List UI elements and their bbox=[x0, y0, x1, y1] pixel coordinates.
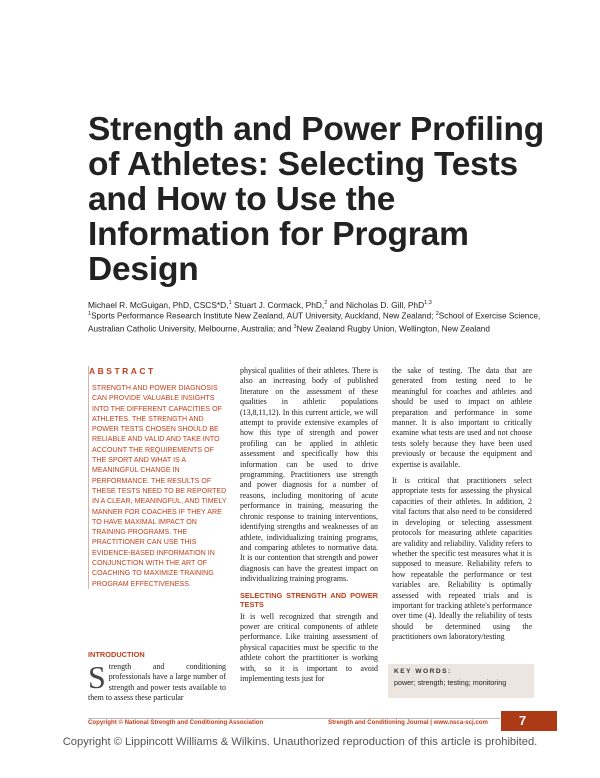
footer-copyright: Copyright © National Strength and Conditioning Association bbox=[88, 719, 264, 726]
author-1: Michael R. McGuigan, PhD, CSCS*D, bbox=[88, 299, 229, 310]
affil-2: School of Exercise Science, Australian Catholic University, Melbourne, Australia; and bbox=[88, 311, 541, 335]
column-3 bbox=[392, 366, 532, 649]
keywords-box bbox=[388, 664, 534, 698]
article-title: Strength and Power Profiling of Athletes: Selecting Tests and How to Use the Information for Program Design bbox=[88, 111, 544, 288]
footer-journal: Strength and Conditioning Journal | www.nsca-scj.com bbox=[328, 719, 488, 726]
page-number: 7 bbox=[501, 711, 557, 731]
author-2-sup: 2 bbox=[324, 300, 328, 306]
affil-2-sup: 2 bbox=[435, 311, 439, 317]
col2-paragraph-1: physical qualities of their athletes. There is also an increasing body of published literature on the assessment of these qualities in athletic populations (13,8,11,12). In this current article, we will attempt to provide extensive examples of how this type of strength and power profiling can be applied in athletic assessment and specifically how this information can be used to drive programming. Practitioners use strength and power diagnosis for a number of reasons, including monitoring of acute performance in training, measuring the chronic response to training interventions, identifying strengths and weaknesses of an athlete, individualizing training programs, and comparing athletes to normative data. It is our contention that strength and power diagnosis can have the greatest impact on individualizing training programs. bbox=[240, 366, 378, 584]
keywords-text: power; strength; testing; monitoring bbox=[394, 678, 507, 687]
abstract-box bbox=[88, 366, 227, 589]
selecting-tests-heading: SELECTING STRENGTH AND POWER TESTS bbox=[240, 590, 378, 609]
intro-heading: INTRODUCTION bbox=[88, 650, 145, 659]
affiliations bbox=[88, 309, 563, 336]
abstract-text: STRENGTH AND POWER DIAGNOSIS CAN PROVIDE VALUABLE INSIGHTS INTO THE DIFFERENT CAPACITIES OF ATHLETES. THE STRENGTH AND POWER TESTS CHOSEN SHOULD BE RELIABLE AND VALID AND TAKE INTO ACCOUNT THE REQUIREMENTS OF THE SPORT AND WHAT IS A MEANINGFUL CHANGE IN PERFORMANCE. THE RESULTS OF THESE TESTS NEED TO BE REPORTED IN A CLEAR, MEANINGFUL, AND TIMELY MANNER FOR COACHES IF THEY ARE TO HAVE MAXIMAL IMPACT ON TRAINING PROGRAMS. THE PRACTITIONER CAN USE THIS EVIDENCE-BASED INFORMATION IN CONJUNCTION WITH THE ART OF COACHING TO MAXIMIZE TRAINING PROGRAM EFFECTIVENESS. bbox=[92, 384, 227, 588]
col3-paragraph-1: the sake of testing. The data that are generated from testing need to be meaningful for coaches and athletes and should be used to impact on athlete preparation and performance in some manner. It is also important to critically examine what tests are used and not choose tests solely because they have been used previously or because the equipment and expertise is available. bbox=[392, 366, 532, 469]
copyright-notice: Copyright © Lippincott Williams & Wilkins. Unauthorized reproduction of this article is prohibited. bbox=[62, 736, 538, 748]
affil-1: Sports Performance Research Institute New Zealand, AUT University, Auckland, New Zealand; bbox=[91, 311, 436, 321]
affil-3-sup: 3 bbox=[293, 324, 297, 331]
col3-paragraph-2: It is critical that practitioners select appropriate tests for assessing the physical capacities of their athletes. In addition, 2 vital factors that also need to be considered in developing or selecting assessment protocols for measuring athlete capacities are validity and reliability. Validity refers to whether the specific test measures what it is supposed to measure. Reliability refers to how repeatable the performance or test variables are. Reliability is optimally assessed with repeated trials and is important for tracking athlete's performance over time (4). Ideally the reliability of tests should be determined using the practitioners own laboratory/testing bbox=[392, 476, 532, 642]
intro-text: trength and conditioning professionals have a large number of strength and power tests available to them to assess these particular bbox=[88, 662, 226, 703]
affil-1-sup: 1 bbox=[88, 311, 92, 317]
author-3-sup: 1,3 bbox=[424, 300, 432, 306]
keywords-heading: KEY WORDS: bbox=[394, 668, 452, 675]
author-3: and Nicholas D. Gill, PhD bbox=[327, 299, 425, 310]
author-2: Stuart J. Cormack, PhD, bbox=[231, 299, 325, 310]
col2-paragraph-2: It is well recognized that strength and power are critical components of athlete performance. Like training assessment of physical capacities must be specific to the athlete cohort the practitioner is working with, so it is important to avoid implementing tests just for bbox=[240, 611, 378, 683]
column-2 bbox=[240, 366, 378, 690]
affil-3: New Zealand Rugby Union, Wellington, New Zealand bbox=[296, 325, 490, 335]
abstract-heading: ABSTRACT bbox=[89, 366, 156, 376]
dropcap: S bbox=[88, 659, 106, 695]
column-1-intro bbox=[88, 644, 226, 710]
intro-paragraph bbox=[88, 659, 226, 704]
author-1-sup: 1 bbox=[228, 300, 232, 306]
